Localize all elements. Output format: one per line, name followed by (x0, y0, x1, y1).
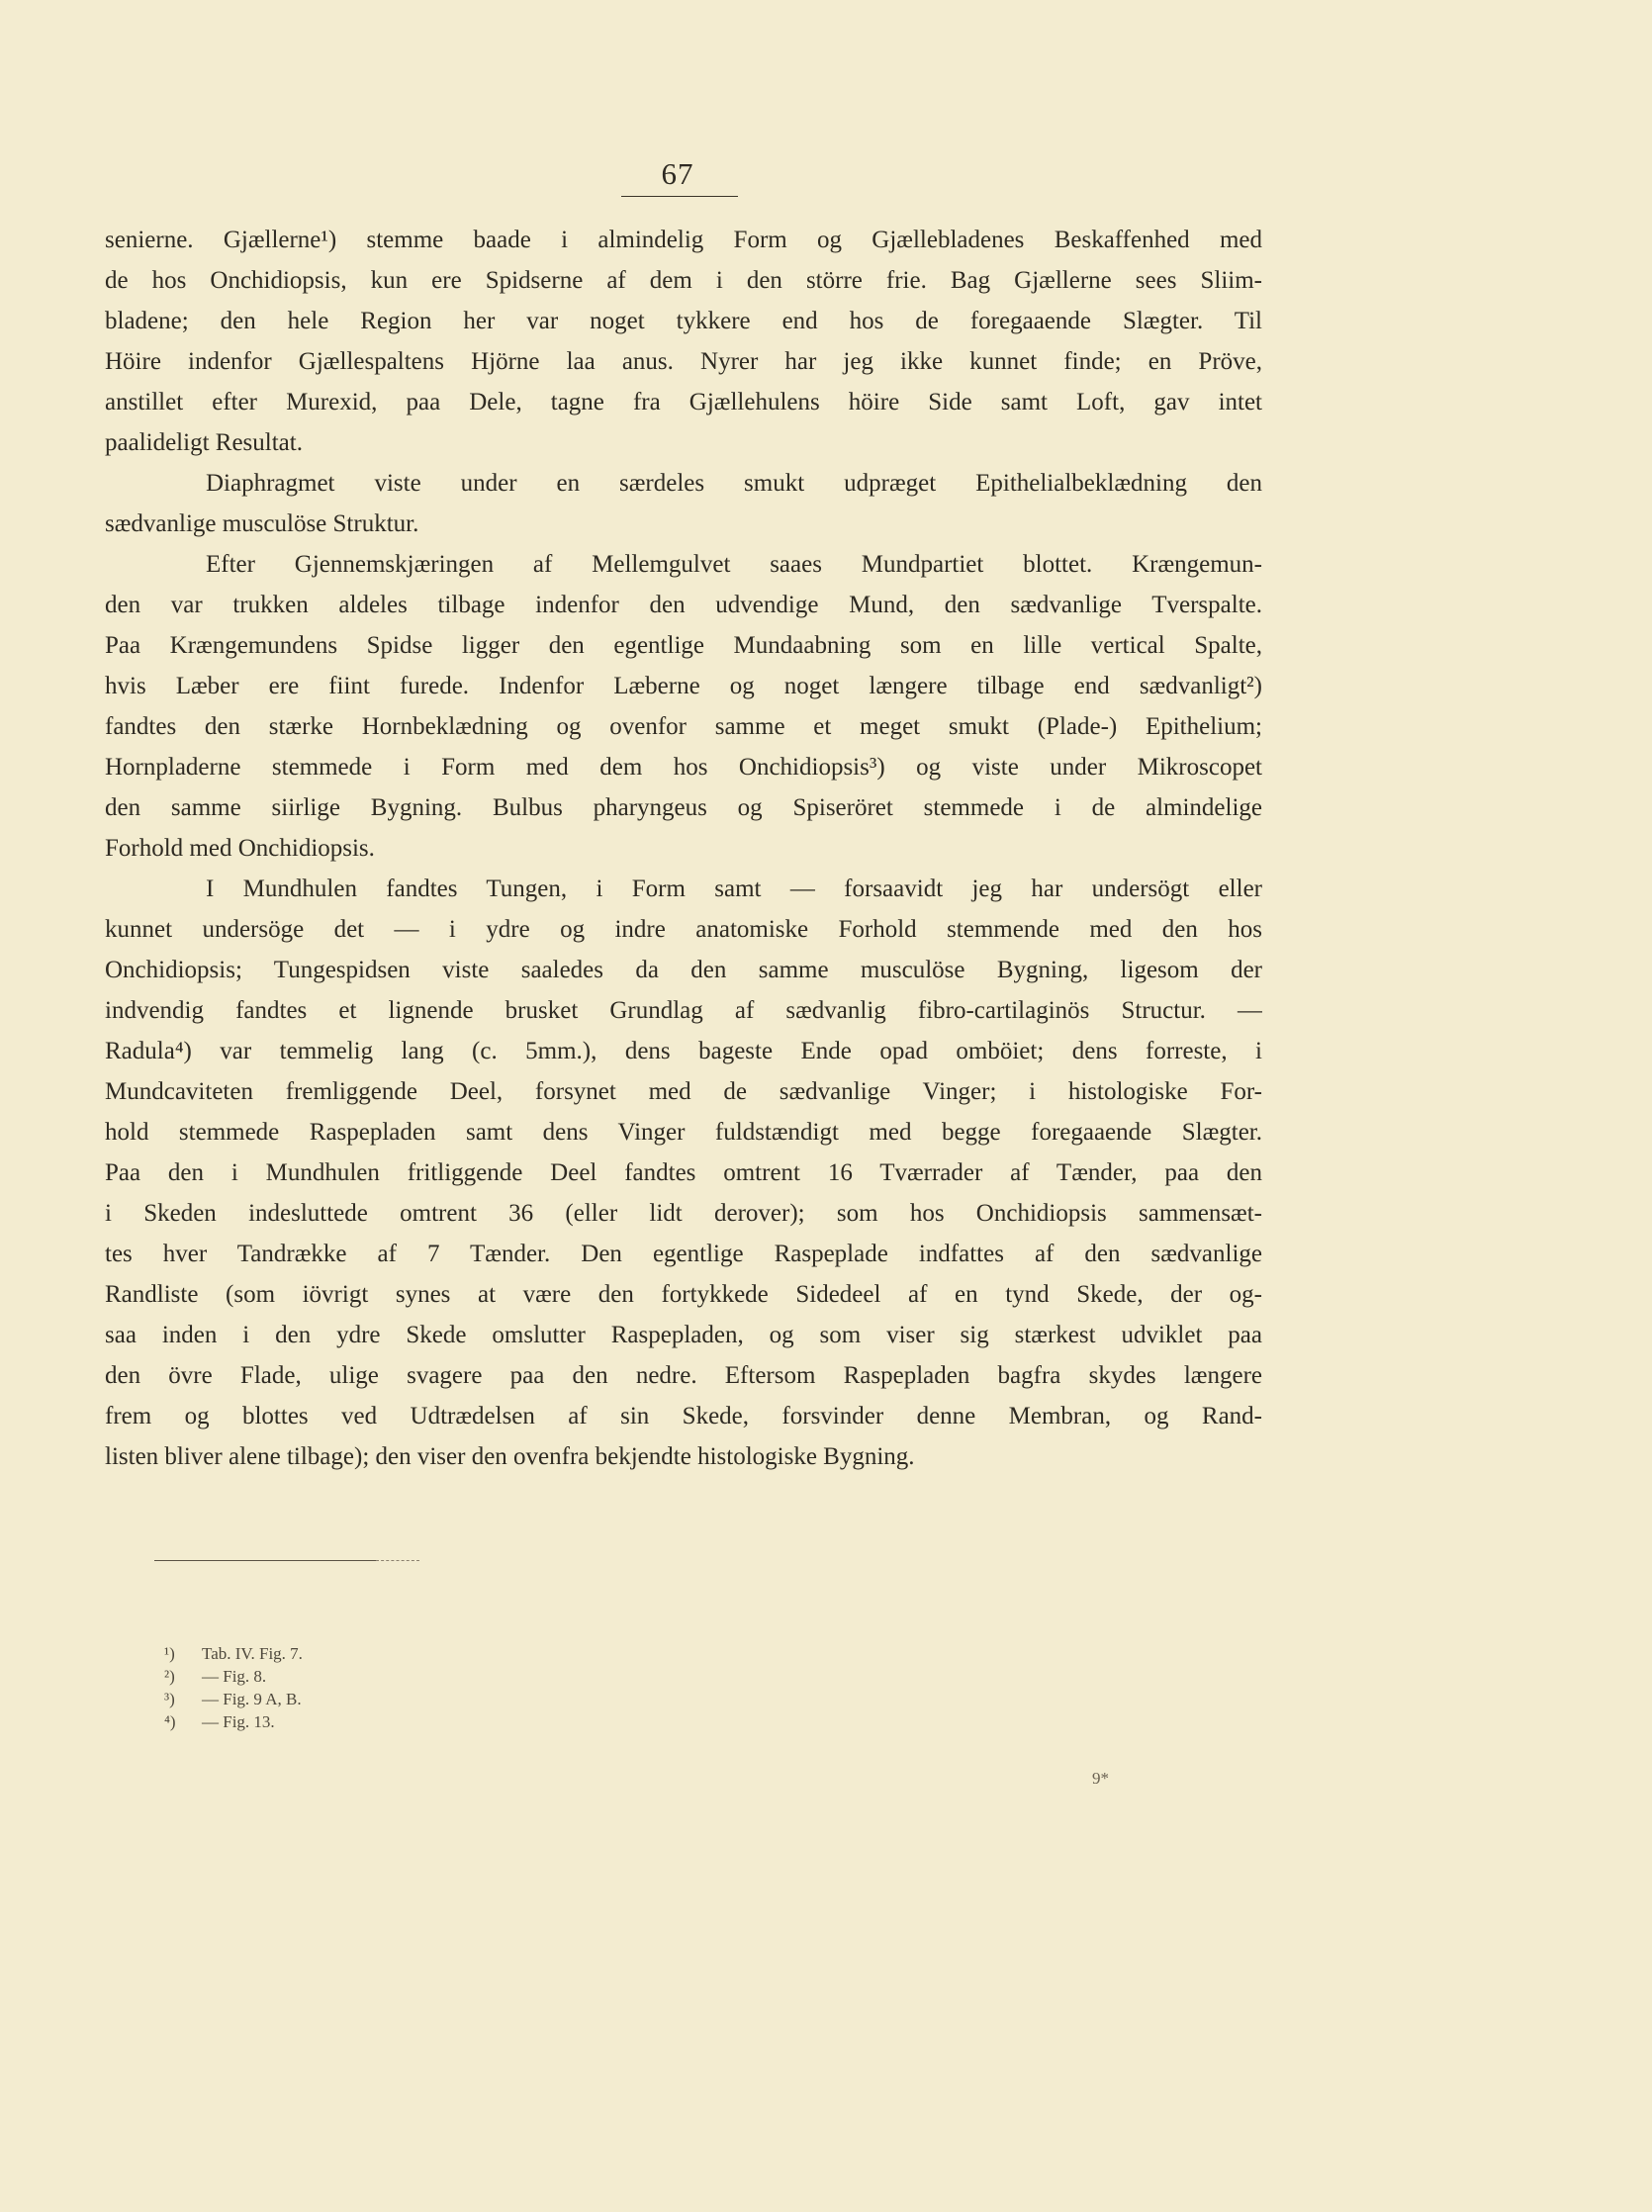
footnote-text: — Fig. 8. (202, 1667, 267, 1686)
text-line: Hornpladerne stemmede i Form med dem hos Onchidiopsis³) og viste under Mikroscopet (105, 754, 1262, 781)
text-line: tes hver Tandrække af 7 Tænder. Den egentlige Raspeplade indfattes af den sædvanlige (105, 1241, 1262, 1267)
footnote-mark: ¹) (164, 1644, 175, 1663)
text-line: den var trukken aldeles tilbage indenfor den udvendige Mund, den sædvanlige Tverspalte. (105, 592, 1262, 618)
text-line: i Skeden indesluttede omtrent 36 (eller lidt derover); som hos Onchidiopsis sammensæt- (105, 1200, 1262, 1227)
footnote (164, 1642, 303, 1665)
text-line: anstillet efter Murexid, paa Dele, tagne fra Gjællehulens höire Side samt Loft, gav intet (105, 389, 1262, 415)
body-text (105, 220, 1262, 1477)
page-number-rule (621, 196, 738, 197)
footnote-separator-tail (376, 1560, 419, 1561)
text-line: Mundcaviteten fremliggende Deel, forsynet med de sædvanlige Vinger; i histologiske For- (105, 1078, 1262, 1105)
footnote-text: — Fig. 13. (202, 1712, 275, 1731)
text-line: den övre Flade, ulige svagere paa den nedre. Eftersom Raspepladen bagfra skydes længere (105, 1362, 1262, 1389)
text-line: fandtes den stærke Hornbeklædning og ovenfor samme et meget smukt (Plade-) Epithelium; (105, 713, 1262, 740)
text-line: Höire indenfor Gjællespaltens Hjörne laa anus. Nyrer har jeg ikke kunnet finde; en Pröve, (105, 348, 1262, 375)
footnote-separator (154, 1560, 376, 1561)
text-line: indvendig fandtes et lignende brusket Grundlag af sædvanlig fibro-cartilaginös Structur. — (105, 997, 1262, 1024)
footnote-text: — Fig. 9 A, B. (202, 1690, 302, 1708)
text-line: hold stemmede Raspepladen samt dens Vinger fuldstændigt med begge foregaaende Slægter. (105, 1119, 1262, 1146)
footnote-text: Tab. IV. Fig. 7. (202, 1644, 303, 1663)
footnotes (164, 1642, 303, 1733)
page-number: 67 (661, 156, 694, 191)
text-line: Randliste (som iövrigt synes at være den fortykkede Sidedeel af en tynd Skede, der og- (105, 1281, 1262, 1308)
text-line: listen bliver alene tilbage); den viser den ovenfra bekjendte histologiske Bygning. (105, 1443, 915, 1470)
text-line: Onchidiopsis; Tungespidsen viste saaledes da den samme musculöse Bygning, ligesom der (105, 957, 1262, 983)
text-line: senierne. Gjællerne¹) stemme baade i almindelig Form og Gjællebladenes Beskaffenhed med (105, 227, 1262, 253)
text-line: hvis Læber ere fiint furede. Indenfor Læberne og noget længere tilbage end sædvanligt²) (105, 673, 1262, 699)
text-line: Diaphragmet viste under en særdeles smukt udpræget Epithelialbeklædning den (206, 470, 1262, 497)
footnote (164, 1710, 303, 1733)
text-line: kunnet undersöge det — i ydre og indre anatomiske Forhold stemmende med den hos (105, 916, 1262, 943)
text-line: den samme siirlige Bygning. Bulbus pharyngeus og Spiseröret stemmede i de almindelige (105, 794, 1262, 821)
text-line: Efter Gjennemskjæringen af Mellemgulvet saaes Mundpartiet blottet. Krængemun- (206, 551, 1262, 578)
text-line: saa inden i den ydre Skede omslutter Raspepladen, og som viser sig stærkest udviklet paa (105, 1322, 1262, 1348)
text-line: Radula⁴) var temmelig lang (c. 5mm.), dens bageste Ende opad omböiet; dens forreste, i (105, 1038, 1262, 1064)
text-line: Paa Krængemundens Spidse ligger den egentlige Mundaabning som en lille vertical Spalte, (105, 632, 1262, 659)
text-line: de hos Onchidiopsis, kun ere Spidserne af dem i den större frie. Bag Gjællerne sees Sliim- (105, 267, 1262, 294)
text-line: Forhold med Onchidiopsis. (105, 835, 375, 862)
text-line: Paa den i Mundhulen fritliggende Deel fandtes omtrent 16 Tværrader af Tænder, paa den (105, 1159, 1262, 1186)
footnote (164, 1665, 303, 1688)
footnote-mark: ⁴) (164, 1712, 176, 1731)
text-line: bladene; den hele Region her var noget tykkere end hos de foregaaende Slægter. Til (105, 308, 1262, 334)
signature-mark: 9* (1092, 1769, 1109, 1788)
text-line: frem og blottes ved Udtrædelsen af sin Skede, forsvinder denne Membran, og Rand- (105, 1403, 1262, 1429)
footnote-mark: ³) (164, 1690, 175, 1708)
footnote (164, 1688, 303, 1710)
text-line: sædvanlige musculöse Struktur. (105, 510, 419, 537)
footnote-mark: ²) (164, 1667, 175, 1686)
text-line: I Mundhulen fandtes Tungen, i Form samt — forsaavidt jeg har undersögt eller (206, 876, 1262, 902)
text-line: paalideligt Resultat. (105, 429, 303, 456)
